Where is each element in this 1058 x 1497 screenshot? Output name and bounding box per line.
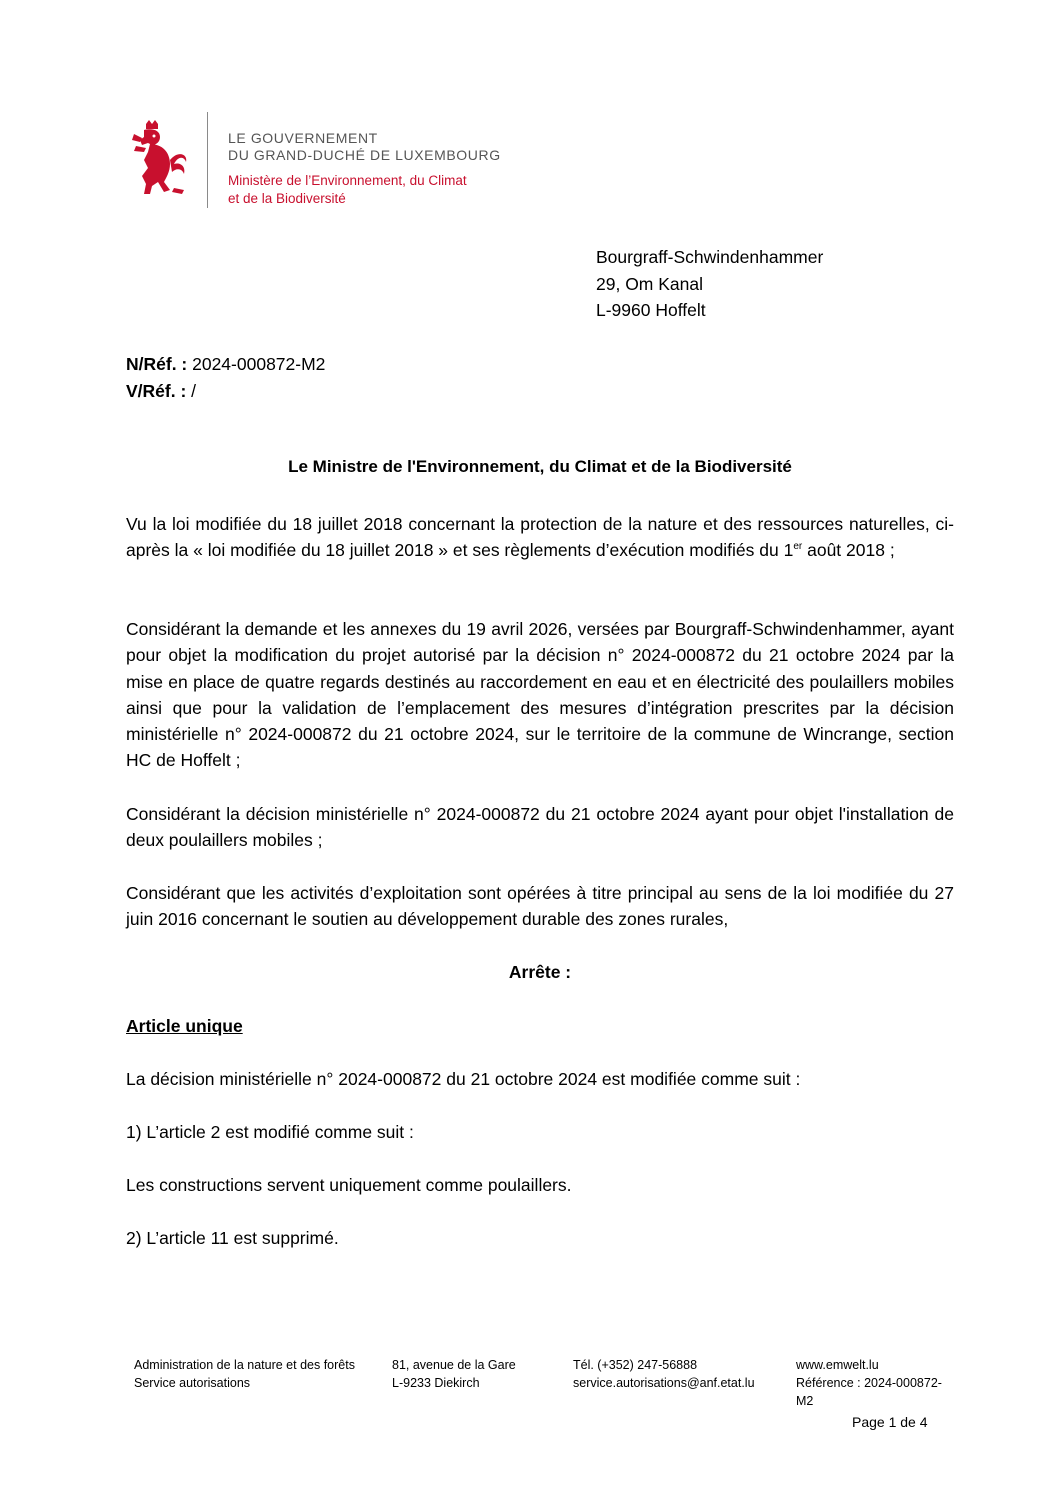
paragraph-2: Considérant la demande et les annexes du 19 avril 2026, versées par Bourgraff-Schwindenhammer, ayant pour objet la modification du projet autorisé par la décision n° 2024-000872 du 21 octobre 2024 par la mise en place de quatre regards destinés au raccordement en eau et en électricité des poulaillers mobiles ainsi que pour la validation de l’emplacement des mesures d’intégration prescrites par la décision ministérielle n° 2024-000872 du 21 octobre 2024, sur le territoire de la commune de Wincrange, section HC de Hoffelt ; xyxy=(126,619,954,771)
paragraph-1-superscript: er xyxy=(793,541,803,553)
decision-line-1: La décision ministérielle n° 2024-000872 du 21 octobre 2024 est modifiée comme suit : xyxy=(126,1069,801,1089)
our-reference-value: 2024-000872-M2 xyxy=(187,354,326,374)
decision-line-4: 2) L’article 11 est supprimé. xyxy=(126,1228,339,1248)
paragraph-1-end: août 2018 ; xyxy=(802,540,895,561)
recipient-city: L-9960 Hoffelt xyxy=(596,300,706,320)
government-name xyxy=(228,130,501,164)
footer-contact xyxy=(573,1356,788,1392)
footer-administration xyxy=(134,1356,379,1392)
decision-line-2: 1) L’article 2 est modifié comme suit : xyxy=(126,1122,414,1142)
arrete-heading: Arrête : xyxy=(508,962,572,982)
header-divider xyxy=(207,112,208,208)
paragraph-3: Considérant la décision ministérielle n° 2024-000872 du 21 octobre 2024 ayant pour objet l'installation de deux poulaillers mobiles ; xyxy=(126,804,954,851)
our-reference xyxy=(126,351,325,378)
recipient-street: 29, Om Kanal xyxy=(596,273,703,294)
paragraph-4: Considérant que les activités d’exploitation sont opérées à titre principal au sens de la loi modifiée du 27 juin 2016 concernant le soutien au développement durable des zones rurales, xyxy=(126,883,954,930)
ministry-line-1: Ministère de l’Environnement, du Climat xyxy=(228,173,467,188)
page-number: Page 1 de 4 xyxy=(852,1414,928,1430)
footer-service-name: Service autorisations xyxy=(134,1376,251,1390)
footer-website: www.emwelt.lu xyxy=(796,1358,879,1372)
recipient-name: Bourgraff-Schwindenhammer xyxy=(596,247,824,267)
footer-address xyxy=(392,1356,562,1392)
your-reference-value: / xyxy=(186,380,197,401)
your-reference-label: V/Réf. : xyxy=(126,380,187,401)
ministry-line-2: et de la Biodiversité xyxy=(228,191,346,206)
footer-admin-name: Administration de la nature et des forêts xyxy=(134,1358,355,1372)
footer-web xyxy=(796,1356,946,1410)
decision-line-3: Les constructions servent uniquement comme poulaillers. xyxy=(126,1175,572,1195)
footer-reference: Référence : 2024-000872-M2 xyxy=(796,1376,942,1408)
paragraph-1-text: Vu la loi modifiée du 18 juillet 2018 concernant la protection de la nature et des ressources naturelles, ci-après la « loi modifiée du 18 juillet 2018 » et ses règlements d’exécution modifiés du 1 xyxy=(126,514,954,561)
recipient-address xyxy=(596,244,823,324)
references xyxy=(126,351,325,404)
ministry-name xyxy=(228,172,467,208)
our-reference-label: N/Réf. : xyxy=(126,354,188,374)
article-heading: Article unique xyxy=(126,1016,243,1036)
footer-phone: Tél. (+352) 247-56888 xyxy=(573,1358,698,1372)
government-line-2: DU GRAND-DUCHÉ DE LUXEMBOURG xyxy=(228,147,501,163)
footer-city: L-9233 Diekirch xyxy=(392,1376,480,1390)
paragraph-1 xyxy=(126,511,954,564)
red-lion-icon xyxy=(130,120,190,198)
your-reference xyxy=(126,378,325,405)
footer-street: 81, avenue de la Gare xyxy=(392,1358,516,1372)
footer-email: service.autorisations@anf.etat.lu xyxy=(573,1376,755,1390)
government-line-1: LE GOUVERNEMENT xyxy=(228,130,378,146)
document-title: Le Ministre de l'Environnement, du Climat et de la Biodiversité xyxy=(288,457,792,476)
